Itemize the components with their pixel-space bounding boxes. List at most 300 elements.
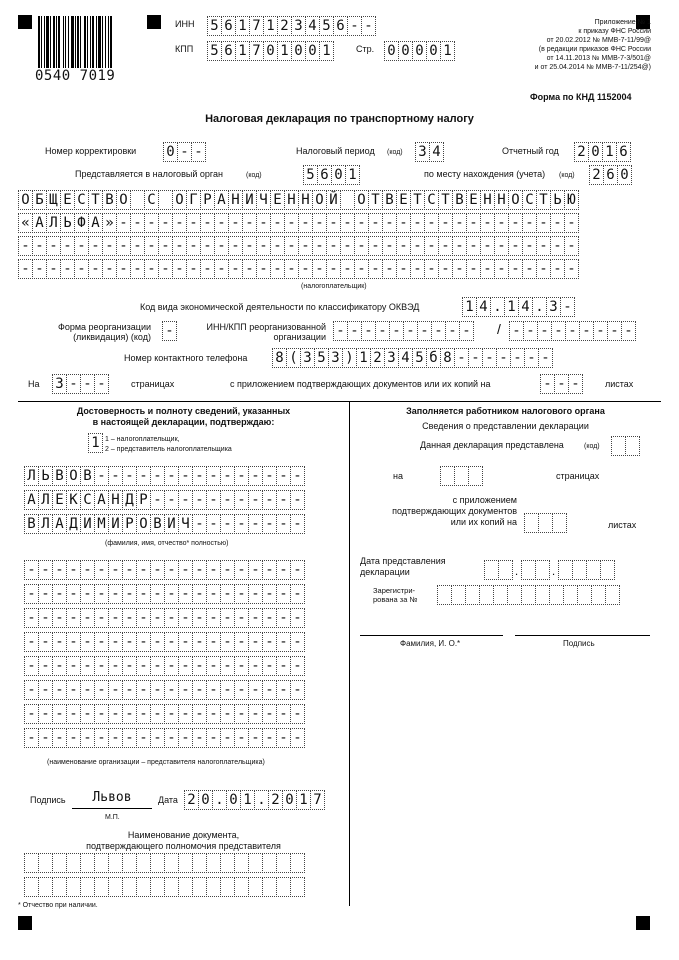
char-cell: 2 <box>277 16 292 36</box>
char-cell: - <box>276 608 291 628</box>
right-docs-line: с приложением <box>452 495 517 505</box>
char-cell: - <box>220 704 235 724</box>
kpp-label: КПП <box>175 44 194 54</box>
char-cell: 2 <box>268 790 283 810</box>
char-cell: О <box>354 190 369 210</box>
char-cell: - <box>66 374 81 394</box>
char-cell: 8 <box>272 348 287 368</box>
pages-cells[interactable] <box>52 374 108 394</box>
char-cell: - <box>248 728 263 748</box>
appendix-line: от 20.02.2012 № ММВ-7-11/99@ <box>546 37 651 44</box>
char-cell: С <box>80 490 95 510</box>
char-cell: - <box>200 236 215 256</box>
char-cell: - <box>248 680 263 700</box>
char-cell: - <box>256 259 271 279</box>
char-cell: О <box>116 190 131 210</box>
option-2: 2 – представитель налогоплательщика <box>105 446 232 453</box>
char-cell: 4 <box>476 297 491 317</box>
registered-line: рована за № <box>373 595 418 604</box>
taxpayer-row[interactable] <box>18 259 578 279</box>
year-cells[interactable] <box>574 142 630 162</box>
char-cell: - <box>178 728 193 748</box>
char-cell: - <box>466 236 481 256</box>
char-cell: - <box>108 560 123 580</box>
reorg-cells[interactable] <box>162 321 176 341</box>
char-cell: - <box>459 321 474 341</box>
char-cell <box>498 560 513 580</box>
char-cell: - <box>38 656 53 676</box>
char-cell: - <box>326 259 341 279</box>
char-cell: - <box>192 514 207 534</box>
char-cell: - <box>417 321 432 341</box>
char-cell: - <box>410 213 425 233</box>
char-cell: Д <box>66 514 81 534</box>
char-cell: 0 <box>617 165 632 185</box>
char-cell: « <box>18 213 33 233</box>
okved-cells[interactable] <box>462 297 574 317</box>
char-cell: - <box>150 704 165 724</box>
char-cell: - <box>94 680 109 700</box>
char-cell: - <box>192 704 207 724</box>
char-cell: - <box>312 213 327 233</box>
char-cell: - <box>38 584 53 604</box>
char-cell: - <box>234 632 249 652</box>
char-cell <box>94 853 109 873</box>
char-cell: - <box>122 728 137 748</box>
reorg-inn-cells[interactable] <box>333 321 473 341</box>
char-cell: - <box>276 632 291 652</box>
char-cell: - <box>178 584 193 604</box>
char-cell: 1 <box>88 433 103 453</box>
char-cell <box>563 585 578 605</box>
char-cell: - <box>164 680 179 700</box>
char-cell: 1 <box>263 16 278 36</box>
right-sheets-cells[interactable] <box>524 513 566 533</box>
char-cell: Т <box>438 190 453 210</box>
appendix-reference <box>470 18 651 72</box>
reorg-kpp-cells[interactable] <box>509 321 635 341</box>
char-cell <box>535 560 550 580</box>
doc-heading <box>18 830 349 853</box>
char-cell: - <box>276 466 291 486</box>
char-cell: 5 <box>319 16 334 36</box>
corner-marker <box>636 916 650 930</box>
char-cell: Е <box>396 190 411 210</box>
name-row[interactable] <box>24 490 304 510</box>
org-row[interactable] <box>24 728 304 748</box>
char-cell: И <box>164 514 179 534</box>
char-cell: 0 <box>588 142 603 162</box>
section-divider <box>18 401 661 402</box>
char-cell <box>558 560 573 580</box>
char-cell: - <box>116 236 131 256</box>
char-cell: - <box>228 213 243 233</box>
location-cells[interactable] <box>589 165 631 185</box>
char-cell: - <box>108 728 123 748</box>
char-cell: В <box>52 466 67 486</box>
char-cell: 5 <box>314 348 329 368</box>
name-row[interactable] <box>24 514 304 534</box>
sheets-cells[interactable] <box>540 374 582 394</box>
char-cell: А <box>52 514 67 534</box>
char-cell <box>66 877 81 897</box>
char-cell: 7 <box>249 16 264 36</box>
char-cell: - <box>122 632 137 652</box>
char-cell: Н <box>494 190 509 210</box>
char-cell: 3 <box>52 374 67 394</box>
char-cell: Е <box>466 190 481 210</box>
page-label: Стр. <box>356 44 375 54</box>
char-cell: - <box>172 213 187 233</box>
char-cell: - <box>178 680 193 700</box>
right-pages-cells[interactable] <box>440 466 482 486</box>
char-cell: - <box>38 632 53 652</box>
char-cell: - <box>164 466 179 486</box>
name-caption: (фамилия, имя, отчество* полностью) <box>105 540 229 547</box>
char-cell: - <box>74 259 89 279</box>
char-cell: - <box>177 142 192 162</box>
char-cell: - <box>290 584 305 604</box>
char-cell: - <box>200 213 215 233</box>
char-cell <box>521 560 536 580</box>
char-cell: - <box>144 259 159 279</box>
char-cell: - <box>130 213 145 233</box>
char-cell: - <box>565 321 580 341</box>
char-cell: 1 <box>240 790 255 810</box>
char-cell: - <box>144 236 159 256</box>
char-cell: - <box>242 259 257 279</box>
char-cell <box>577 585 592 605</box>
char-cell <box>24 877 39 897</box>
org-caption: (наименование организации – представителя налогоплательщика) <box>47 759 265 766</box>
char-cell: - <box>276 704 291 724</box>
char-cell <box>234 853 249 873</box>
char-cell: - <box>551 321 566 341</box>
char-cell: - <box>206 632 221 652</box>
char-cell <box>248 877 263 897</box>
char-cell: - <box>396 236 411 256</box>
form-code: Форма по КНД 1152004 <box>530 92 632 102</box>
char-cell: - <box>452 213 467 233</box>
char-cell: . <box>254 790 269 810</box>
char-cell: - <box>52 704 67 724</box>
char-cell: Г <box>186 190 201 210</box>
char-cell: - <box>284 213 299 233</box>
right-heading: Заполняется работником налогового органа <box>406 406 605 416</box>
char-cell <box>234 877 249 897</box>
org-row[interactable] <box>24 584 304 604</box>
char-cell <box>262 877 277 897</box>
char-cell: - <box>524 348 539 368</box>
char-cell: - <box>191 142 206 162</box>
presented-code-label: (код) <box>584 443 600 450</box>
char-cell: - <box>94 632 109 652</box>
char-cell: - <box>607 321 622 341</box>
char-cell: - <box>262 728 277 748</box>
char-cell: - <box>284 259 299 279</box>
presented-cells[interactable] <box>611 436 639 456</box>
char-cell: - <box>108 608 123 628</box>
char-cell: - <box>538 348 553 368</box>
char-cell: Р <box>200 190 215 210</box>
char-cell: - <box>80 560 95 580</box>
char-cell: - <box>508 213 523 233</box>
slash: / <box>497 321 501 337</box>
kpp-cells <box>207 41 333 61</box>
char-cell <box>290 877 305 897</box>
char-cell: - <box>220 560 235 580</box>
doc-row[interactable] <box>24 853 304 873</box>
char-cell: - <box>554 374 569 394</box>
org-row[interactable] <box>24 632 304 652</box>
char-cell: - <box>298 236 313 256</box>
char-cell: - <box>178 656 193 676</box>
char-cell: - <box>52 632 67 652</box>
char-cell: - <box>248 632 263 652</box>
char-cell: - <box>206 656 221 676</box>
char-cell: - <box>262 514 277 534</box>
char-cell <box>178 877 193 897</box>
char-cell <box>38 853 53 873</box>
reorg-label-line: Форма реорганизации <box>58 322 151 332</box>
char-cell: - <box>88 259 103 279</box>
char-cell: 1 <box>440 41 455 61</box>
char-cell: - <box>262 584 277 604</box>
signature-value[interactable]: Львов <box>72 790 152 809</box>
char-cell: - <box>262 680 277 700</box>
char-cell: - <box>568 374 583 394</box>
char-cell: - <box>262 632 277 652</box>
char-cell: - <box>347 321 362 341</box>
char-cell: - <box>354 236 369 256</box>
char-cell: 0 <box>282 790 297 810</box>
char-cell: - <box>24 632 39 652</box>
pages-label: страницах <box>131 379 175 389</box>
char-cell: - <box>206 680 221 700</box>
appendix-line: Приложение № 1 <box>594 19 651 26</box>
char-cell: - <box>130 259 145 279</box>
char-cell: - <box>220 656 235 676</box>
char-cell: - <box>80 632 95 652</box>
char-cell: - <box>46 236 61 256</box>
char-cell: С <box>424 190 439 210</box>
tax-period-cells[interactable] <box>415 142 443 162</box>
appendix-line: к приказу ФНС России <box>578 28 651 35</box>
taxpayer-row[interactable] <box>18 190 578 210</box>
barcode-number: 0540 7019 <box>35 68 116 84</box>
char-cell: 0 <box>163 142 178 162</box>
char-cell <box>262 853 277 873</box>
char-cell: - <box>262 466 277 486</box>
char-cell: - <box>24 608 39 628</box>
char-cell: - <box>164 728 179 748</box>
doc-heading-line: подтверждающего полномочия представителя <box>86 841 281 852</box>
char-cell: - <box>38 704 53 724</box>
char-cell: - <box>80 680 95 700</box>
char-cell: - <box>536 213 551 233</box>
char-cell: - <box>80 728 95 748</box>
char-cell: - <box>523 321 538 341</box>
char-cell: . <box>212 790 227 810</box>
char-cell: - <box>403 321 418 341</box>
char-cell: - <box>382 259 397 279</box>
char-cell: - <box>172 259 187 279</box>
char-cell <box>164 853 179 873</box>
char-cell: 6 <box>333 16 348 36</box>
char-cell: 0 <box>291 41 306 61</box>
okved-label: Код вида экономической деятельности по классификатору ОКВЭД <box>140 302 420 312</box>
char-cell: - <box>248 704 263 724</box>
char-cell: - <box>368 236 383 256</box>
char-cell: - <box>326 236 341 256</box>
char-cell <box>178 853 193 873</box>
doc-row[interactable] <box>24 877 304 897</box>
phone-cells[interactable] <box>272 348 552 368</box>
char-cell <box>108 877 123 897</box>
year-label: Отчетный год <box>502 146 559 156</box>
char-cell: - <box>347 16 362 36</box>
char-cell: - <box>178 466 193 486</box>
char-cell: - <box>94 728 109 748</box>
char-cell: Т <box>88 190 103 210</box>
char-cell: И <box>108 514 123 534</box>
char-cell: - <box>136 584 151 604</box>
char-cell: - <box>206 728 221 748</box>
char-cell <box>192 877 207 897</box>
footnote: * Отчество при наличии. <box>18 902 98 909</box>
char-cell: 6 <box>603 165 618 185</box>
registered-cells[interactable] <box>437 585 619 605</box>
char-cell: - <box>262 490 277 510</box>
char-cell: 3 <box>300 348 315 368</box>
char-cell: - <box>164 632 179 652</box>
right-sheets-label: листах <box>608 520 637 530</box>
char-cell <box>80 877 95 897</box>
char-cell: . <box>532 297 547 317</box>
char-cell: - <box>290 704 305 724</box>
char-cell: Щ <box>46 190 61 210</box>
char-cell: - <box>262 560 277 580</box>
char-cell: - <box>192 490 207 510</box>
taxpayer-row[interactable] <box>18 236 578 256</box>
char-cell: С <box>74 190 89 210</box>
char-cell: - <box>32 259 47 279</box>
char-cell: - <box>94 374 109 394</box>
char-cell: Н <box>480 190 495 210</box>
char-cell <box>538 513 553 533</box>
char-cell: - <box>284 236 299 256</box>
char-cell: В <box>150 514 165 534</box>
char-cell: - <box>276 560 291 580</box>
char-cell: - <box>290 632 305 652</box>
char-cell: - <box>234 514 249 534</box>
registered-label <box>373 586 418 604</box>
char-cell: - <box>178 704 193 724</box>
char-cell <box>220 853 235 873</box>
date-cells[interactable] <box>184 790 324 810</box>
char-cell: - <box>248 466 263 486</box>
presentation-date-cells[interactable] <box>484 560 614 580</box>
char-cell: Й <box>326 190 341 210</box>
char-cell: - <box>368 259 383 279</box>
char-cell: - <box>66 728 81 748</box>
char-cell: - <box>234 704 249 724</box>
org-row[interactable] <box>24 680 304 700</box>
char-cell: - <box>108 704 123 724</box>
char-cell: - <box>220 514 235 534</box>
char-cell: Н <box>108 490 123 510</box>
taxpayer-row[interactable] <box>18 213 578 233</box>
char-cell: - <box>66 656 81 676</box>
correction-cells[interactable] <box>163 142 205 162</box>
char-cell: - <box>234 608 249 628</box>
char-cell: - <box>579 321 594 341</box>
char-cell <box>290 853 305 873</box>
char-cell <box>479 585 494 605</box>
char-cell <box>192 853 207 873</box>
char-cell: - <box>94 656 109 676</box>
char-cell: - <box>192 728 207 748</box>
char-cell: В <box>102 190 117 210</box>
on-label: На <box>28 379 40 389</box>
char-cell: - <box>136 656 151 676</box>
char-cell: - <box>522 236 537 256</box>
char-cell: - <box>150 680 165 700</box>
char-cell <box>451 585 466 605</box>
char-cell: - <box>162 321 177 341</box>
name-row[interactable] <box>24 466 304 486</box>
char-cell: - <box>94 704 109 724</box>
tax-authority-cells[interactable] <box>303 165 359 185</box>
org-row[interactable] <box>24 704 304 724</box>
char-cell <box>465 585 480 605</box>
char-cell: - <box>248 608 263 628</box>
phone-label: Номер контактного телефона <box>124 353 248 363</box>
appendix-line: и от 25.04.2014 № ММВ-7-11/254@) <box>534 64 651 71</box>
char-cell: Ь <box>60 213 75 233</box>
char-cell: . <box>490 297 505 317</box>
char-cell: - <box>108 584 123 604</box>
org-row[interactable] <box>24 560 304 580</box>
sign-cell[interactable] <box>88 433 102 453</box>
char-cell: 0 <box>305 41 320 61</box>
char-cell: - <box>290 656 305 676</box>
char-cell: - <box>136 632 151 652</box>
char-cell: - <box>116 259 131 279</box>
char-cell: 0 <box>412 41 427 61</box>
tax-period-label: Налоговый период <box>296 146 375 156</box>
char-cell: - <box>214 236 229 256</box>
char-cell: Н <box>228 190 243 210</box>
char-cell: Ч <box>256 190 271 210</box>
char-cell: Л <box>38 490 53 510</box>
org-row[interactable] <box>24 656 304 676</box>
char-cell: - <box>389 321 404 341</box>
signature-line <box>515 635 650 636</box>
char-cell: - <box>38 680 53 700</box>
char-cell: - <box>192 608 207 628</box>
char-cell: - <box>46 259 61 279</box>
char-cell: - <box>122 608 137 628</box>
char-cell: - <box>122 560 137 580</box>
org-row[interactable] <box>24 608 304 628</box>
char-cell: - <box>550 236 565 256</box>
char-cell: - <box>536 259 551 279</box>
char-cell: - <box>66 680 81 700</box>
char-cell <box>24 853 39 873</box>
char-cell: - <box>164 584 179 604</box>
char-cell: 0 <box>398 41 413 61</box>
